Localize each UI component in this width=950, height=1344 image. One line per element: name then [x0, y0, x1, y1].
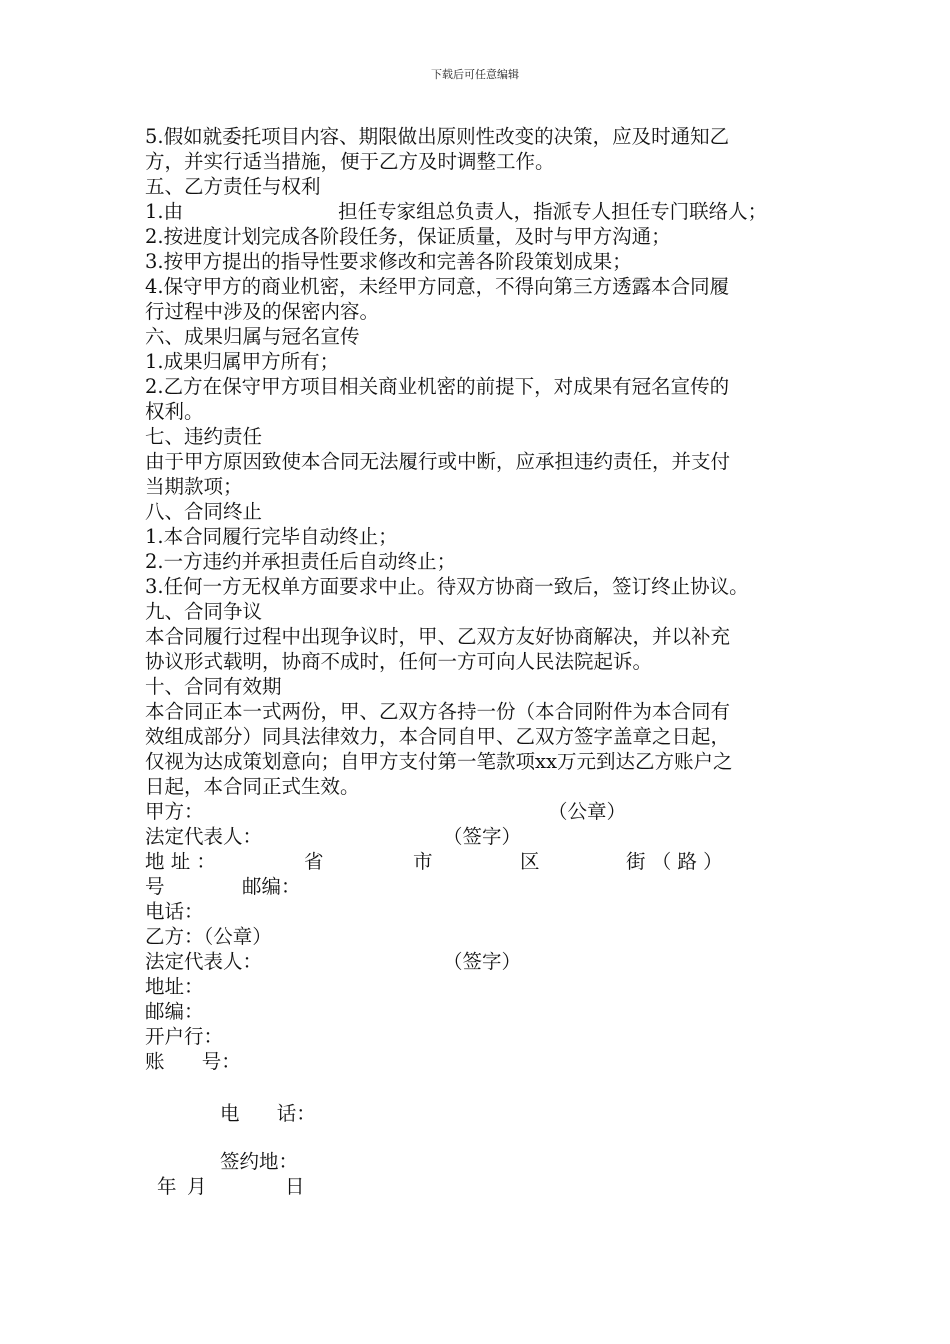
body-line: 本合同履行过程中出现争议时，甲、乙双方友好协商解决，并以补充 — [145, 625, 731, 648]
date-month: 月 — [187, 1175, 207, 1198]
place-label: 签约地： — [220, 1150, 299, 1173]
postcode-b-label: 邮编： — [145, 1000, 204, 1023]
body-line: 5.假如就委托项目内容、期限做出原则性改变的决策，应及时通知乙 — [145, 125, 730, 148]
body-line: 日起，本合同正式生效。 — [145, 775, 360, 798]
body-line: 3.任何一方无权单方面要求中止。待双方协商一致后，签订终止协议。 — [145, 575, 749, 598]
body-line: 当期款项； — [145, 475, 243, 498]
party-a-label: 甲方： — [145, 800, 204, 823]
body-line: 1.成果归属甲方所有； — [145, 350, 340, 373]
page-header: 下载后可任意编辑 — [431, 68, 519, 81]
legal-rep-a-label: 法定代表人： — [145, 825, 263, 848]
body-line: 2.按进度计划完成各阶段任务，保证质量，及时与甲方沟通； — [145, 225, 671, 248]
date-day: 日 — [285, 1175, 305, 1198]
body-line: 行过程中涉及的保密内容。 — [145, 300, 380, 323]
province-label: 省 — [304, 850, 324, 873]
bank-label: 开户行： — [145, 1025, 224, 1048]
section-heading: 九、合同争议 — [145, 600, 263, 623]
body-line: 方，并实行适当措施，便于乙方及时调整工作。 — [145, 150, 555, 173]
postcode-a-label: 邮编： — [242, 875, 301, 898]
phone-a-label: 电话： — [145, 900, 204, 923]
body-line: 1.由 担任专家组总负责人，指派专人担任专门联络人； — [145, 200, 768, 223]
phone-b-label: 电 话： — [220, 1102, 316, 1125]
body-line: 权利。 — [145, 400, 204, 423]
number-label: 号 — [145, 875, 165, 898]
account-label: 账 号： — [145, 1050, 241, 1073]
contract-body — [145, 124, 815, 799]
section-heading: 十、合同有效期 — [145, 675, 282, 698]
legal-rep-b-sign: （签字） — [443, 950, 522, 973]
street-label: 街 （ 路 ） — [626, 850, 723, 873]
legal-rep-a-sign: （签字） — [443, 825, 522, 848]
body-line: 效组成部分）同具法律效力，本合同自甲、乙双方签字盖章之日起， — [145, 725, 731, 748]
section-heading: 八、合同终止 — [145, 500, 263, 523]
address-a-label: 地 址 ： — [145, 850, 216, 873]
body-line: 4.保守甲方的商业机密，未经甲方同意，不得向第三方透露本合同履 — [145, 275, 730, 298]
body-line: 仅视为达成策划意向；自甲方支付第一笔款项xx万元到达乙方账户之 — [145, 750, 733, 773]
city-label: 市 — [413, 850, 433, 873]
date-year: 年 — [157, 1175, 177, 1198]
legal-rep-b-label: 法定代表人： — [145, 950, 263, 973]
section-heading: 五、乙方责任与权利 — [145, 175, 321, 198]
body-line: 本合同正本一式两份，甲、乙双方各持一份（本合同附件为本合同有 — [145, 700, 731, 723]
body-line: 由于甲方原因致使本合同无法履行或中断，应承担违约责任，并支付 — [145, 450, 731, 473]
body-line: 1.本合同履行完毕自动终止； — [145, 525, 398, 548]
body-line: 2.乙方在保守甲方项目相关商业机密的前提下，对成果有冠名宣传的 — [145, 375, 730, 398]
body-line: 2.一方违约并承担责任后自动终止； — [145, 550, 457, 573]
district-label: 区 — [520, 850, 540, 873]
section-heading: 六、成果归属与冠名宣传 — [145, 325, 360, 348]
party-a-seal: （公章） — [548, 800, 627, 823]
section-heading: 七、违约责任 — [145, 425, 263, 448]
body-line: 协议形式载明，协商不成时，任何一方可向人民法院起诉。 — [145, 650, 653, 673]
address-b-label: 地址： — [145, 975, 204, 998]
body-line: 3.按甲方提出的指导性要求修改和完善各阶段策划成果； — [145, 250, 632, 273]
party-b-line: 乙方：（公章） — [145, 925, 272, 948]
